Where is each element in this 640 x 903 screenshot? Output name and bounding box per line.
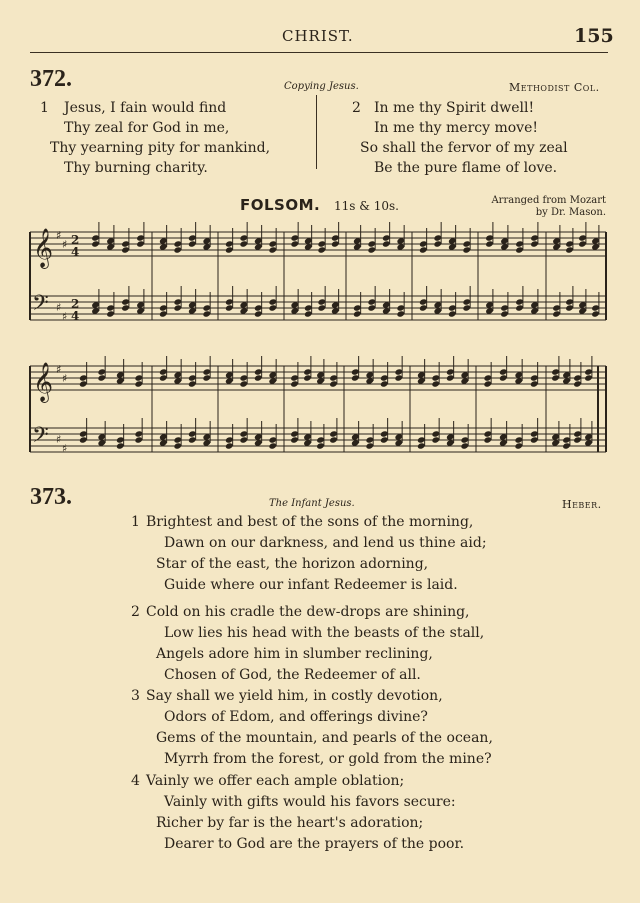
verse-line: Thy yearning pity for mankind, xyxy=(50,140,271,156)
score-systems xyxy=(30,222,606,455)
tune-meter: 11s & 10s. xyxy=(334,199,399,213)
verse-line: Be the pure flame of love. xyxy=(374,160,558,176)
stanza-line: Chosen of God, the Redeemer of all. xyxy=(164,667,421,683)
stanza-line: Vainly with gifts would his favors secure: xyxy=(164,794,456,810)
verse-line: Thy zeal for God in me, xyxy=(64,120,230,136)
time-signature-top: 2 xyxy=(71,233,80,247)
stanza-line: Star of the east, the horizon adorning, xyxy=(156,556,429,572)
verse-line: Thy burning charity. xyxy=(64,160,208,176)
time-signature-bottom: 4 xyxy=(71,245,80,259)
time-signature-top: 2 xyxy=(71,297,80,311)
stanza-line: Vainly we offer each ample oblation; xyxy=(146,773,405,789)
stanza-line: Dawn on our darkness, and lend us thine aid; xyxy=(164,535,487,551)
time-signature-bottom: 4 xyxy=(71,309,80,323)
hymn-372-source: Methodist Col. xyxy=(509,81,600,94)
verse-line: In me thy mercy move! xyxy=(374,120,538,136)
bass-clef: 𝄢 xyxy=(32,423,49,453)
stanza-line: Gems of the mountain, and pearls of the ocean, xyxy=(156,730,493,746)
sharp-sign: ♯ xyxy=(56,363,62,376)
sharp-sign: ♯ xyxy=(62,372,68,385)
running-header-title: CHRIST. xyxy=(282,27,354,45)
arrangement-line: Arranged from Mozart xyxy=(491,195,606,206)
stanza-line: Angels adore him in slumber reclining, xyxy=(156,646,433,662)
tune-name: FOLSOM. xyxy=(240,196,321,214)
stanza-number: 3 xyxy=(131,688,140,704)
sharp-sign: ♯ xyxy=(62,238,68,251)
stanza-line: Dearer to God are the prayers of the poor. xyxy=(164,836,465,852)
treble-clef: 𝄞 xyxy=(33,228,54,268)
verse-line: Jesus, I fain would find xyxy=(64,100,227,116)
stanza-line: Odors of Edom, and offerings divine? xyxy=(164,709,428,725)
stanza-line: Myrrh from the forest, or gold from the mine? xyxy=(164,751,492,767)
stanza-number: 1 xyxy=(131,514,140,530)
verse-number: 2 xyxy=(352,100,361,116)
verse-line: So shall the fervor of my zeal xyxy=(360,140,568,156)
hymn-373-number: 373. xyxy=(30,484,72,510)
stanza-line: Low lies his head with the beasts of the stall, xyxy=(164,625,485,641)
sharp-sign: ♯ xyxy=(56,433,62,446)
stanza-line: Richer by far is the heart's adoration; xyxy=(156,815,424,831)
sharp-sign: ♯ xyxy=(56,229,62,242)
bass-clef: 𝄢 xyxy=(32,291,49,321)
hymn-372-number: 372. xyxy=(30,66,72,92)
arrangement-line: by Dr. Mason. xyxy=(535,207,606,218)
verse-number: 1 xyxy=(40,100,49,116)
stanza-line: Brightest and best of the sons of the morning, xyxy=(146,514,474,530)
stanza-line: Guide where our infant Redeemer is laid. xyxy=(164,577,458,593)
hymn-373-subtitle: The Infant Jesus. xyxy=(269,498,355,509)
sharp-sign: ♯ xyxy=(62,310,68,323)
sharp-sign: ♯ xyxy=(62,442,68,455)
hymn-373-source: Heber. xyxy=(562,498,602,511)
stanza-line: Cold on his cradle the dew-drops are shining, xyxy=(146,604,470,620)
treble-clef: 𝄞 xyxy=(33,362,54,402)
hymn-372-subtitle: Copying Jesus. xyxy=(284,81,359,92)
verse-line: In me thy Spirit dwell! xyxy=(374,100,535,116)
sharp-sign: ♯ xyxy=(56,301,62,314)
page-number: 155 xyxy=(574,25,614,47)
stanza-line: Say shall we yield him, in costly devotion, xyxy=(146,688,443,704)
stanza-number: 2 xyxy=(131,604,140,620)
stanza-number: 4 xyxy=(131,773,140,789)
